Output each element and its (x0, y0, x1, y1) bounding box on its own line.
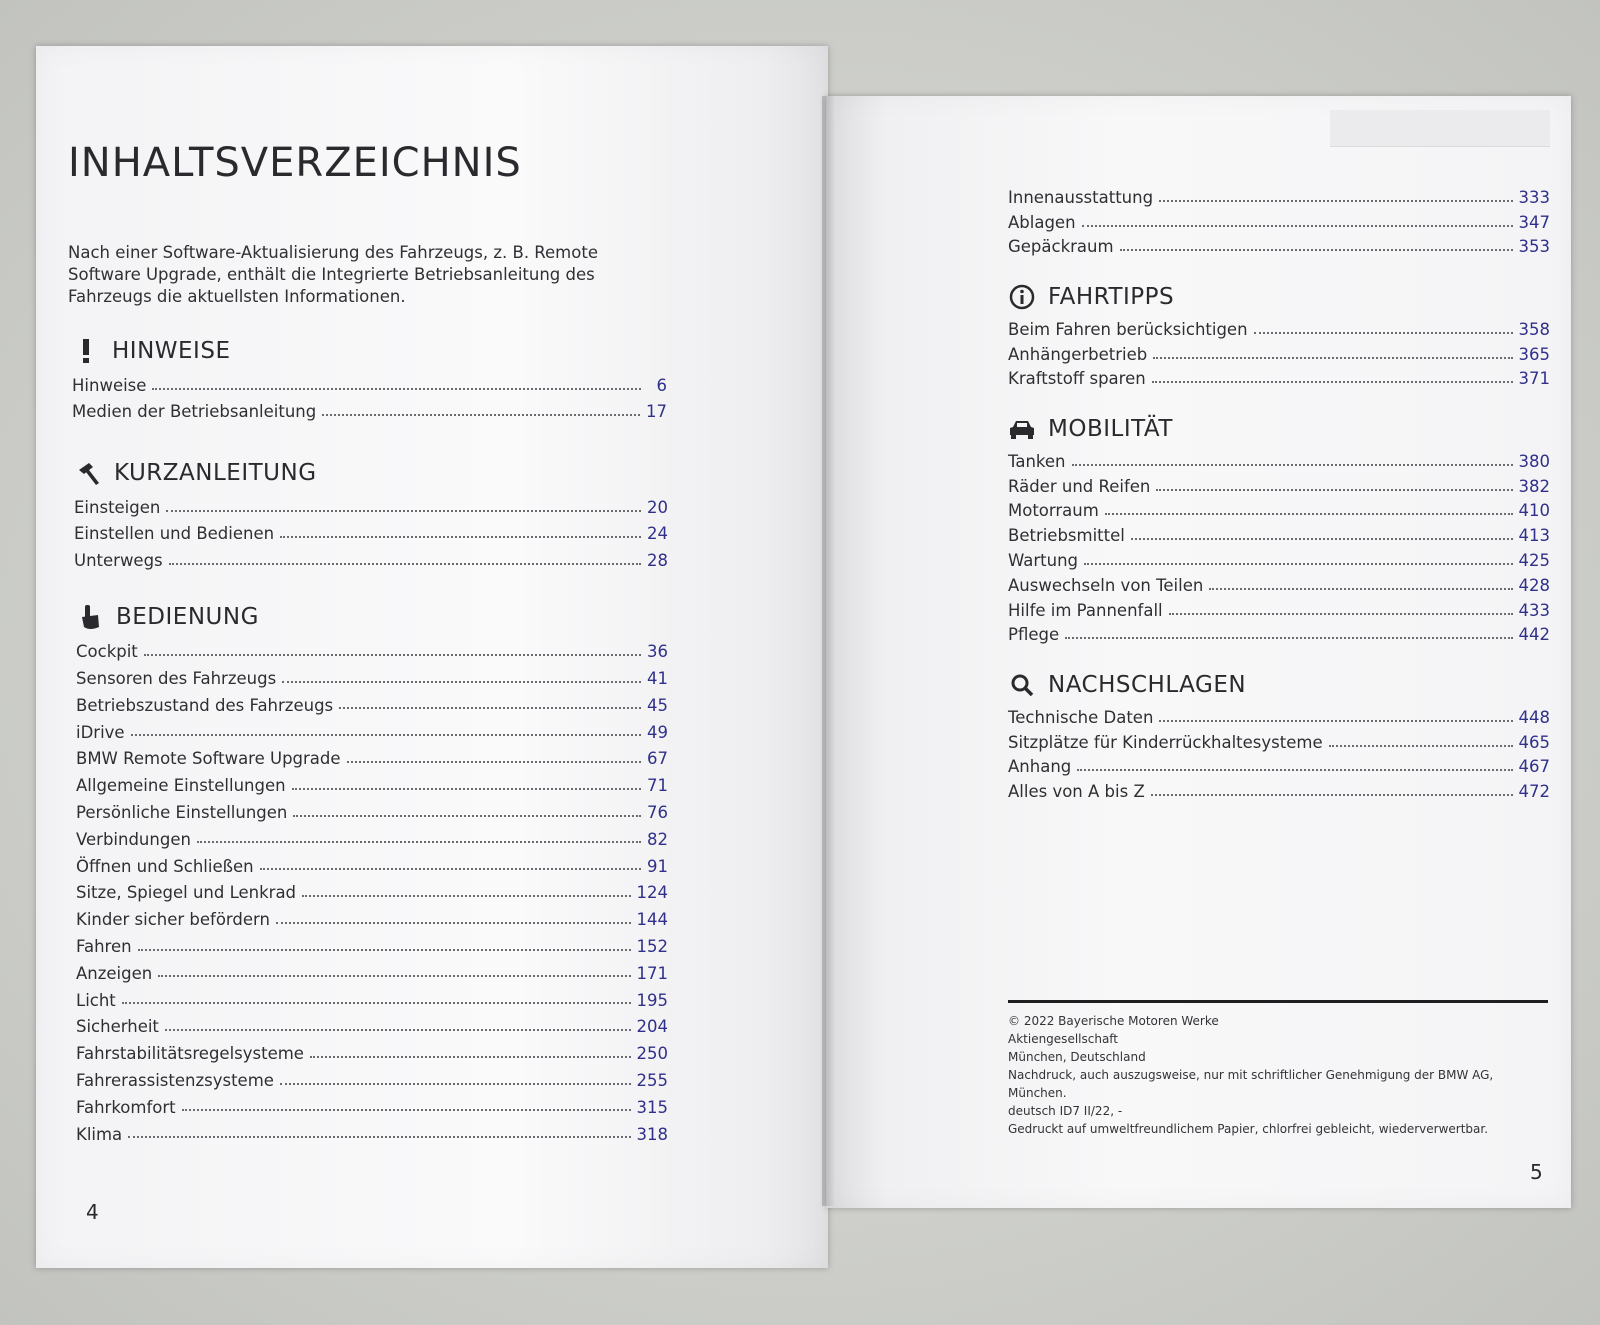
toc-entry (1008, 496, 1550, 521)
toc-entry-label: Medien der Betriebsanleitung (72, 402, 317, 421)
magnifier-icon (1008, 671, 1036, 699)
toc-entry-label: Hilfe im Pannenfall (1008, 600, 1163, 620)
toc-entry-page: 144 (636, 910, 668, 930)
section-title: BEDIENUNG (116, 604, 259, 630)
toc-entry-label: Verbindungen (76, 829, 191, 849)
toc-entry (74, 490, 668, 517)
toc-entry-page: 318 (636, 1124, 668, 1144)
toc-leader-dots (1131, 538, 1513, 540)
info-circle-icon (1008, 283, 1036, 311)
intro-text: Nach einer Software-Aktualisierung des Fahrzeugs, z. B. Remote Software Upgrade, enthält die Integrierte Betriebsanleitung des Fahrzeugs die aktuellsten Informationen. (68, 243, 598, 306)
imprint-line: Gedruckt auf umweltfreundlichem Papier, chlorfrei gebleicht, wiederverwertbar. (1008, 1122, 1489, 1136)
toc-entry-page: 36 (647, 642, 668, 662)
toc-entry-page: 467 (1518, 757, 1550, 777)
toc-entry-page: 204 (636, 1017, 668, 1037)
toc-entry-label: Sensoren des Fahrzeugs (76, 669, 277, 689)
toc-entry (1008, 446, 1550, 471)
toc-entry-page: 250 (636, 1044, 668, 1064)
imprint-line: Aktiengesellschaft (1008, 1032, 1119, 1046)
toc-entry-page: 82 (647, 829, 668, 849)
toc-leader-dots (293, 815, 641, 817)
toc-entry-page: 472 (1518, 782, 1550, 802)
toc-entry (1008, 570, 1550, 595)
toc-entry (1008, 595, 1550, 620)
toc-entry (76, 714, 668, 741)
toc-entry (1008, 545, 1550, 570)
toc-entry (1008, 520, 1550, 545)
toc-entry (1008, 727, 1550, 752)
toc-entry (76, 1090, 668, 1117)
toc-entry-label: Motorraum (1008, 501, 1099, 521)
toc-entry (76, 634, 668, 661)
imprint (1008, 1012, 1508, 1138)
toc-entry-page: 41 (647, 669, 668, 689)
toc-entry (74, 543, 668, 570)
toc-entry-label: Wartung (1008, 550, 1079, 570)
toc-leader-dots (322, 414, 640, 416)
toc-entry (72, 395, 667, 422)
toc-leader-dots (1082, 225, 1513, 227)
toc-entry (1008, 620, 1550, 645)
toc-entry (76, 768, 668, 795)
toc-entry-page: 382 (1518, 476, 1550, 496)
page-number-left: 4 (86, 1200, 99, 1224)
toc-entry (76, 929, 668, 956)
section-hinweise (72, 334, 667, 421)
toc-entry-page: 49 (647, 722, 668, 742)
toc-entry-page: 195 (636, 990, 668, 1010)
toc-entry (76, 1036, 668, 1063)
toc-leader-dots (1077, 769, 1512, 771)
toc-leader-dots (280, 1083, 631, 1085)
toc-entry (1008, 702, 1550, 727)
toc-entry-label: Tanken (1008, 451, 1066, 471)
hammer-icon (74, 459, 102, 487)
toc-entry-label: Anhängerbetrieb (1008, 344, 1148, 364)
toc-leader-dots (302, 895, 630, 897)
toc-entry-label: Betriebszustand des Fahrzeugs (76, 695, 334, 715)
toc-leader-dots (1105, 513, 1513, 515)
toc-leader-dots (1169, 613, 1513, 615)
toc-entry-page: 91 (647, 856, 668, 876)
toc-leader-dots (282, 681, 641, 683)
toc-entry-page: 171 (636, 963, 668, 983)
toc-entry (1008, 364, 1550, 389)
toc-entry-label: BMW Remote Software Upgrade (76, 749, 341, 769)
toc-leader-dots (144, 654, 641, 656)
toc-leader-dots (1120, 249, 1513, 251)
toc-entry-page: 124 (636, 883, 668, 903)
toc-entry (1008, 776, 1550, 801)
section-continued (1008, 182, 1550, 256)
toc-entry (1008, 232, 1550, 257)
toc-entry (76, 1009, 668, 1036)
toc-entry-page: 17 (646, 402, 667, 421)
toc-entry-page: 380 (1518, 451, 1550, 471)
toc-leader-dots (310, 1056, 631, 1058)
toc-entry-page: 410 (1518, 501, 1550, 521)
page-title: INHALTSVERZEICHNIS (68, 140, 522, 186)
toc-leader-dots (165, 1029, 631, 1031)
toc-entry-page: 255 (636, 1071, 668, 1091)
section-bedienung (76, 600, 668, 1143)
toc-entry-page: 76 (647, 803, 668, 823)
exclamation-icon (72, 337, 100, 365)
toc-entry-label: Alles von A bis Z (1008, 782, 1145, 802)
car-icon (1008, 415, 1036, 443)
page-number-right: 5 (1530, 1160, 1543, 1184)
toc-leader-dots (1156, 489, 1512, 491)
section-fahrtipps (1008, 280, 1550, 388)
toc-leader-dots (169, 563, 641, 565)
toc-leader-dots (260, 868, 641, 870)
toc-leader-dots (1152, 381, 1513, 383)
toc-leader-dots (158, 975, 630, 977)
toc-entry-label: Innenausstattung (1008, 187, 1154, 207)
toc-entry-label: Pflege (1008, 625, 1060, 645)
toc-entry-label: Auswechseln von Teilen (1008, 575, 1204, 595)
toc-leader-dots (1159, 720, 1512, 722)
toc-entry (76, 741, 668, 768)
toc-entry-label: Unterwegs (74, 550, 163, 570)
toc-leader-dots (1065, 637, 1512, 639)
toc-entry (76, 1116, 668, 1143)
section-mobilitaet (1008, 412, 1550, 644)
toc-entry (76, 822, 668, 849)
imprint-line: München, Deutschland (1008, 1050, 1146, 1064)
imprint-line: Nachdruck, auch auszugsweise, nur mit schriftlicher Genehmigung der BMW AG, (1008, 1068, 1494, 1082)
toc-entry-page: 71 (647, 776, 668, 796)
toc-entry-page: 353 (1518, 237, 1550, 257)
toc-entry-page: 347 (1518, 212, 1550, 232)
toc-entry-label: Betriebsmittel (1008, 526, 1125, 546)
toc-leader-dots (197, 841, 641, 843)
divider-rule (1008, 1000, 1548, 1003)
toc-leader-dots (182, 1109, 631, 1111)
toc-leader-dots (292, 788, 641, 790)
toc-leader-dots (1151, 794, 1513, 796)
toc-entry (1008, 471, 1550, 496)
toc-leader-dots (128, 1136, 630, 1138)
toc-leader-dots (1254, 332, 1513, 334)
toc-entry (76, 1063, 668, 1090)
toc-entry-label: Beim Fahren berücksichtigen (1008, 319, 1248, 339)
toc-entry-label: Technische Daten (1008, 707, 1154, 727)
toc-entry (1008, 207, 1550, 232)
toc-entry-label: Persönliche Einstellungen (76, 803, 288, 823)
toc-entry (72, 368, 667, 395)
toc-leader-dots (138, 949, 631, 951)
toc-entry-page: 433 (1518, 600, 1550, 620)
toc-entry-page: 28 (647, 550, 668, 570)
toc-leader-dots (131, 734, 641, 736)
toc-entry (76, 902, 668, 929)
toc-entry (74, 517, 668, 544)
toc-entry (76, 848, 668, 875)
toc-entry-label: Anzeigen (76, 963, 153, 983)
toc-entry-label: Cockpit (76, 642, 138, 662)
toc-entry-page: 465 (1518, 732, 1550, 752)
toc-entry-page: 24 (647, 524, 668, 543)
toc-entry (1008, 182, 1550, 207)
toc-entry-label: Öffnen und Schließen (76, 856, 254, 876)
toc-entry-page: 425 (1518, 550, 1550, 570)
toc-entry-label: Licht (76, 990, 116, 1010)
section-title: NACHSCHLAGEN (1048, 672, 1247, 698)
toc-entry-label: Hinweise (72, 375, 147, 395)
toc-leader-dots (1329, 745, 1513, 747)
toc-entry-page: 45 (647, 695, 668, 715)
toc-entry (1008, 752, 1550, 777)
toc-entry-label: Klima (76, 1124, 123, 1144)
toc-leader-dots (166, 510, 641, 512)
toc-leader-dots (280, 536, 641, 538)
toc-leader-dots (1209, 588, 1512, 590)
toc-leader-dots (1084, 563, 1512, 565)
imprint-line: deutsch ID7 II/22, - (1008, 1104, 1123, 1118)
section-title: HINWEISE (112, 338, 231, 364)
toc-entry-label: Kraftstoff sparen (1008, 369, 1146, 389)
toc-entry-page: 67 (647, 749, 668, 769)
toc-entry-label: Einstellen und Bedienen (74, 524, 275, 543)
imprint-line: © 2022 Bayerische Motoren Werke (1008, 1014, 1219, 1028)
toc-entry-label: Fahrerassistenzsysteme (76, 1071, 274, 1091)
section-title: FAHRTIPPS (1048, 284, 1175, 310)
toc-leader-dots (347, 761, 641, 763)
toc-entry-page: 358 (1518, 319, 1550, 339)
toc-leader-dots (152, 388, 641, 390)
section-title: KURZANLEITUNG (114, 460, 317, 486)
book-spine (822, 96, 834, 1206)
toc-entry-page: 6 (656, 375, 667, 395)
toc-leader-dots (122, 1002, 631, 1004)
hand-pointer-icon (76, 603, 104, 631)
toc-entry (76, 956, 668, 983)
toc-entry-label: Anhang (1008, 757, 1072, 777)
imprint-line: München. (1008, 1086, 1067, 1100)
toc-entry-label: iDrive (76, 722, 125, 742)
toc-entry-page: 20 (647, 497, 668, 517)
toc-entry-page: 442 (1518, 625, 1550, 645)
toc-entry-label: Ablagen (1008, 212, 1076, 232)
toc-entry (76, 795, 668, 822)
toc-leader-dots (1153, 357, 1512, 359)
toc-entry-label: Sicherheit (76, 1017, 159, 1037)
toc-entry-page: 315 (636, 1097, 668, 1117)
toc-entry (1008, 314, 1550, 339)
toc-entry-label: Kinder sicher befördern (76, 910, 271, 930)
section-nachschlagen (1008, 668, 1550, 801)
toc-leader-dots (339, 707, 641, 709)
toc-entry-label: Fahren (76, 937, 132, 957)
toc-entry-page: 152 (636, 937, 668, 957)
toc-entry-page: 413 (1518, 526, 1550, 546)
faint-header-strip (1330, 110, 1550, 147)
section-kurzanleitung (74, 456, 668, 570)
toc-entry-label: Fahrkomfort (76, 1097, 176, 1117)
toc-entry (1008, 339, 1550, 364)
toc-entry-page: 371 (1518, 369, 1550, 389)
toc-entry (76, 982, 668, 1009)
toc-entry-label: Sitze, Spiegel und Lenkrad (76, 883, 297, 903)
toc-leader-dots (276, 922, 630, 924)
toc-entry-label: Fahrstabilitätsregelsysteme (76, 1044, 304, 1064)
toc-entry-label: Sitzplätze für Kinderrückhaltesysteme (1008, 732, 1323, 752)
section-title: MOBILITÄT (1048, 416, 1173, 442)
toc-entry-label: Einsteigen (74, 497, 161, 517)
toc-entry (76, 688, 668, 715)
toc-leader-dots (1159, 200, 1512, 202)
toc-entry-page: 333 (1518, 187, 1550, 207)
toc-entry (76, 875, 668, 902)
toc-entry-label: Räder und Reifen (1008, 476, 1151, 496)
toc-entry-page: 365 (1518, 344, 1550, 364)
toc-entry-page: 428 (1518, 575, 1550, 595)
toc-entry-label: Gepäckraum (1008, 237, 1114, 257)
toc-entry-page: 448 (1518, 707, 1550, 727)
toc-entry-label: Allgemeine Einstellungen (76, 776, 286, 796)
toc-entry (76, 661, 668, 688)
toc-leader-dots (1072, 464, 1513, 466)
